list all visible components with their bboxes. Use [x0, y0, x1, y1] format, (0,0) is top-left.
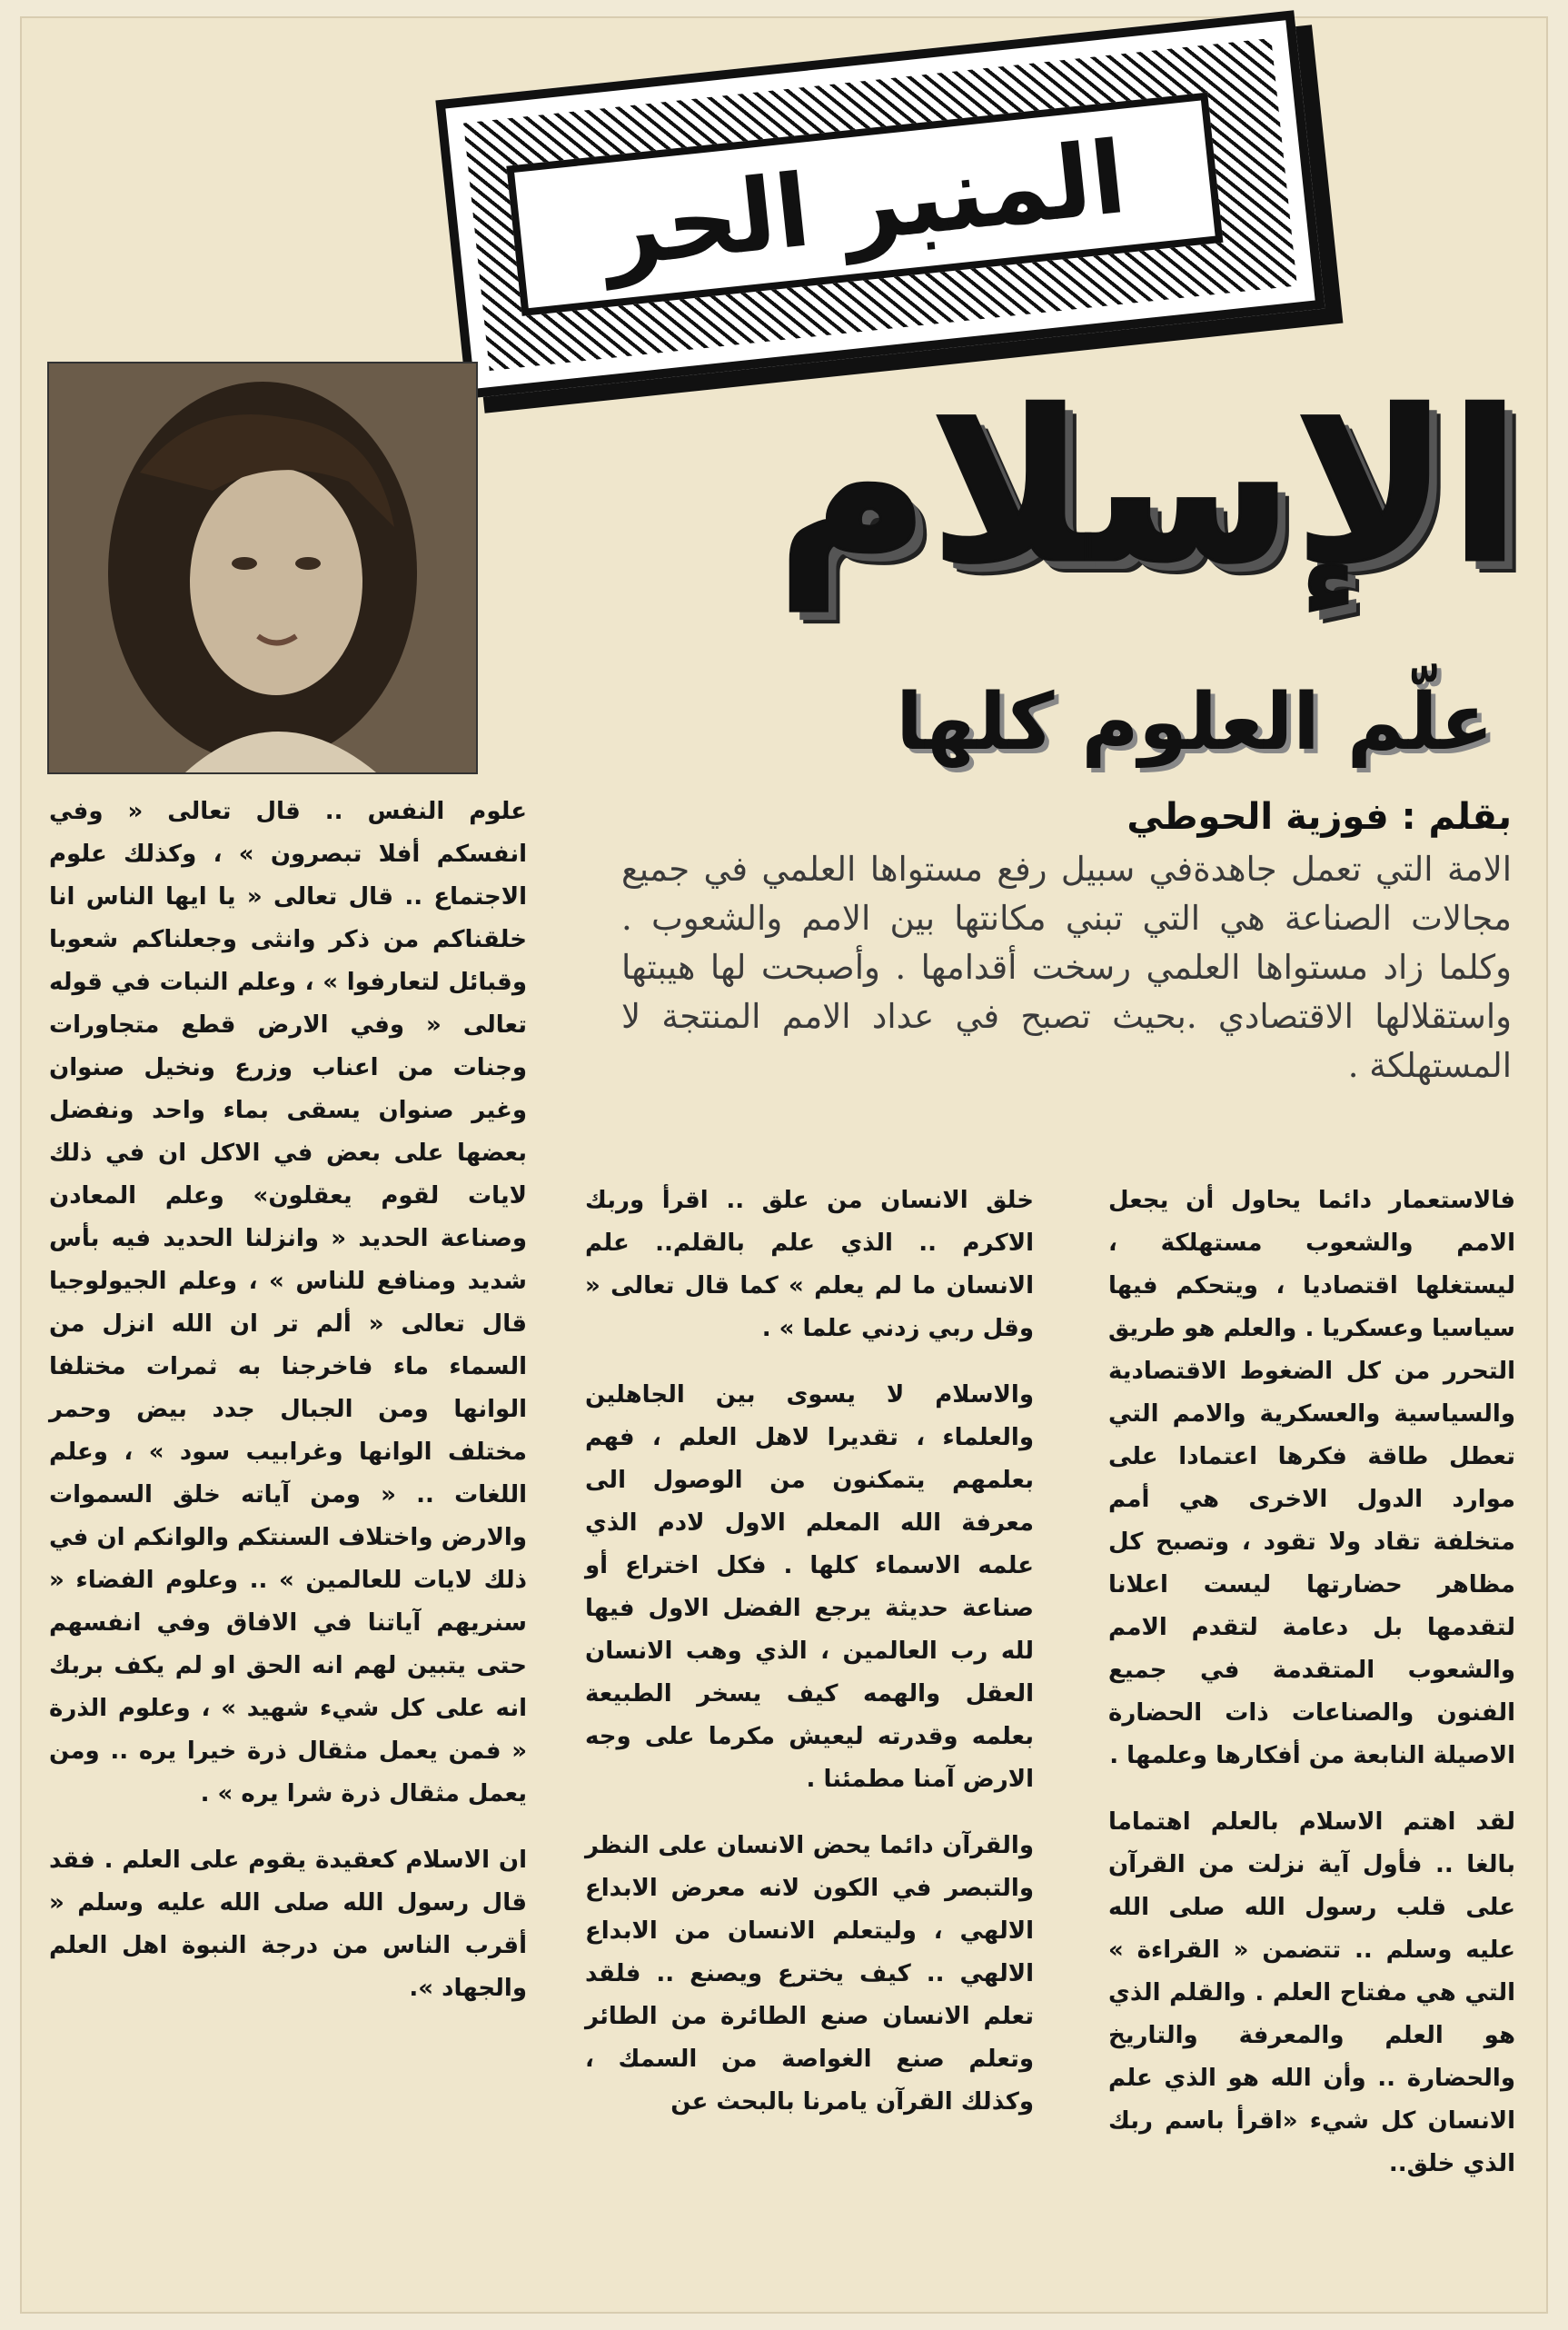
byline: بقلم : فوزية الحوطي: [1126, 796, 1512, 838]
intro-paragraph: الامة التي تعمل جاهدةفي سبيل رفع مستواها العلمي في جميع مجالات الصناعة هي التي تبني مكانتها بين الامم والشعوب . وكلما زاد مستواها العلمي رسخت أقدامها . وأصبحت لها هيبتها واستقلالها الاقتصادي .بحيث تصبح في عداد الامم المنتجة لا المستهلكة .: [621, 850, 1512, 1085]
banner-title: المنبر الحر: [598, 119, 1131, 290]
portrait-image: [49, 363, 476, 772]
article-column-middle: [585, 1180, 1034, 2147]
newspaper-page: [20, 16, 1548, 2314]
author-photo: [47, 362, 478, 774]
paragraph: فالاستعمار دائما يحاول أن يجعل الامم والشعوب مستهلكة ، ليستغلها اقتصاديا ، ويتحكم فيها سياسيا وعسكريا . والعلم هو طريق التحرر من كل الضغوط الاقتصادية والسياسية والعسكرية والامم التي تعطل طاقة فكرها اعتمادا على موارد الدول الاخرى هي أمم متخلفة تقاد ولا تقود ، وتصبح كل مظاهر حضارتها ليست اعلانا لتقدمها بل دعامة لتقدم الامم والشعوب المتقدمة في جميع الفنون والصناعات ذات الحضارة الاصيلة النابعة من أفكارها وعلمها .: [1108, 1187, 1515, 1769]
paragraph: لقد اهتم الاسلام بالعلم اهتماما بالغا .. فأول آية نزلت من القرآن على قلب رسول الله صلى الله عليه وسلم .. تتضمن « القراءة » التي هي مفتاح العلم . والقلم الذي هو العلم والمعرفة والتاريخ والحضارة .. وأن الله هو الذي علم الانسان كل شيء «اقرأ باسم ربك الذي خلق..: [1108, 1808, 1515, 2177]
subheadline: علّم العلوم كلها: [896, 677, 1494, 768]
headline: [658, 363, 1521, 663]
paragraph: ان الاسلام كعقيدة يقوم على العلم . فقد قال رسول الله صلى الله عليه وسلم « أقرب الناس من درجة النبوة اهل العلم والجهاد ».: [49, 1847, 527, 2002]
paragraph: والقرآن دائما يحض الانسان على النظر والتبصر في الكون لانه معرض الابداع الالهي ، وليتعلم الانسان من الابداع الالهي .. كيف يخترع ويصنع .. فلقد تعلم الانسان صنع الطائرة من الطائر وتعلم صنع الغواصة من السمك ، وكذلك القرآن يامرنا بالبحث عن: [585, 1832, 1034, 2116]
paragraph: والاسلام لا يسوى بين الجاهلين والعلماء ، تقديرا لاهل العلم ، فهم بعلمهم يتمكنون من الوصول الى معرفة الله المعلم الاول لادم الذي علمه الاسماء كلها . فكل اختراع أو صناعة حديثة يرجع الفضل الاول فيها لله رب العالمين ، الذي وهب الانسان العقل والهمه كيف يسخر الطبيعة بعلمه وقدرته ليعيش مكرما على وجه الارض آمنا مطمئنا .: [585, 1381, 1034, 1793]
headline-text: الإسلام: [776, 367, 1521, 610]
paragraph: علوم النفس .. قال تعالى « وفي انفسكم أفلا تبصرون » ، وكذلك علوم الاجتماع .. قال تعالى « يا ايها الناس انا خلقناكم من ذكر وانثى وجعلناكم شعوبا وقبائل لتعارفوا » ، وعلم النبات في قوله تعالى « وفي الارض قطع متجاورات وجنات من اعناب وزرع ونخيل صنوان وغير صنوان يسقى بماء واحد ونفضل بعضها على بعض في الاكل ان في ذلك لايات لقوم يعقلون» وعلم المعادن وصناعة الحديد « وانزلنا الحديد فيه بأس شديد ومنافع للناس » ، وعلم الجيولوجيا قال تعالى « ألم تر ان الله انزل من السماء ماء فاخرجنا به ثمرات مختلفا الوانها ومن الجبال جدد بيض وحمر مختلف الوانها وغرابيب سود » ، وعلم اللغات .. « ومن آياته خلق السموات والارض واختلاف السنتكم والوانكم ان في ذلك لايات للعالمين » .. وعلوم الفضاء « سنريهم آياتنا في الافاق وفي انفسهم حتى يتبين لهم انه الحق او لم يكف بربك انه على كل شيء شهيد » ، وعلوم الذرة « فمن يعمل مثقال ذرة خيرا يره .. ومن يعمل مثقال ذرة شرا يره » .: [49, 798, 527, 1807]
paragraph: خلق الانسان من علق .. اقرأ وربك الاكرم .. الذي علم بالقلم.. علم الانسان ما لم يعلم » كما قال تعالى « وقل ربي زدني علما » .: [585, 1187, 1034, 1342]
article-column-left: [49, 791, 527, 2034]
article-column-right: [1108, 1180, 1515, 2209]
section-banner: [435, 10, 1325, 398]
